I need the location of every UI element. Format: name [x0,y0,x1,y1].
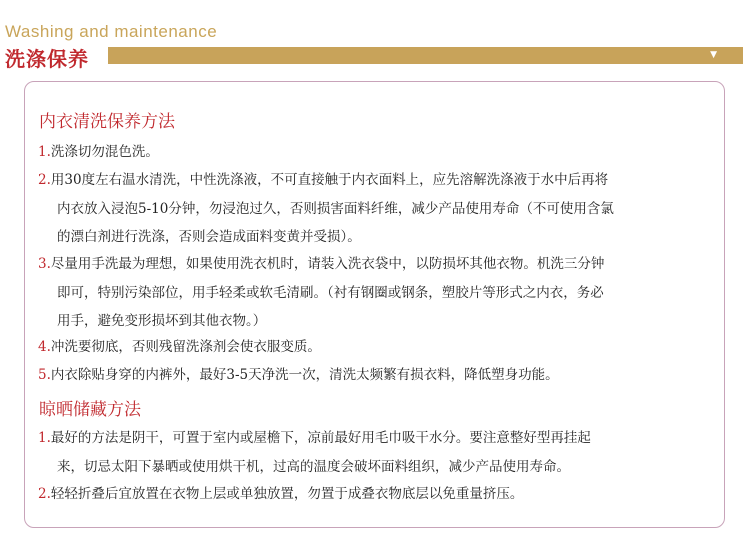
list-item [38,166,718,252]
list-item [38,480,718,509]
item-text: 最好的方法是阴干，可置于室内或屋檐下，凉前最好用毛巾吸干水分。要注意整好型再挂起 [50,430,591,446]
item-number: 1. [38,430,51,446]
header-cn-title: 洗涤保养 [5,47,89,71]
list-item [38,424,718,481]
item-text: 用30度左右温水清洗，中性洗涤液，不可直接触于内衣面料上，应先溶解洗涤液于水中后再将 [50,172,609,188]
item-number: 3. [38,256,51,272]
item-text: 内衣除贴身穿的内裤外，最好3-5天净洗一次，清洗太频繁有损衣料，降低塑身功能。 [50,367,559,383]
section-title-washing: 内衣清洗保养方法 [39,112,175,132]
item-text: 尽量用手洗最为理想，如果使用洗衣机时，请装入洗衣袋中，以防损坏其他衣物。机洗三分钟 [50,256,605,272]
dropdown-arrow-icon: ▼ [710,50,717,60]
list-item [38,138,718,167]
item-text: 来，切忌太阳下暴晒或使用烘干机，过高的温度会破坏面料组织，减少产品使用寿命。 [57,458,570,475]
item-text: 的漂白剂进行洗涤，否则会造成面料变黄并受损）。 [57,229,361,245]
section-title-drying: 晾晒储藏方法 [39,400,141,420]
list-item [38,333,718,362]
list-item [38,250,718,336]
header-bar [108,47,743,64]
item-number: 4. [38,339,51,355]
item-number: 2. [38,172,51,188]
item-text: 内衣放入浸泡5-10分钟，勿浸泡过久，否则损害面料纤维，减少产品使用寿命（不可使用含氯 [57,200,614,217]
item-text: 轻轻折叠后宜放置在衣物上层或单独放置，勿置于成叠衣物底层以免重量挤压。 [50,486,524,502]
item-number: 1. [38,144,51,160]
item-number: 2. [38,486,51,502]
header-en-title: Washing and maintenance [5,22,218,41]
item-text: 洗涤切勿混色洗。 [50,144,159,160]
item-text: 冲洗要彻底，否则残留洗涤剂会使衣服变质。 [50,339,321,355]
item-text: 用手，避免变形损坏到其他衣物。） [57,313,267,329]
item-text: 即可，特别污染部位，用手轻柔或软毛清刷。（衬有钢圈或钢条，塑胶片等形式之内衣，务必 [57,284,604,301]
list-item [38,361,718,390]
item-number: 5. [38,367,51,383]
